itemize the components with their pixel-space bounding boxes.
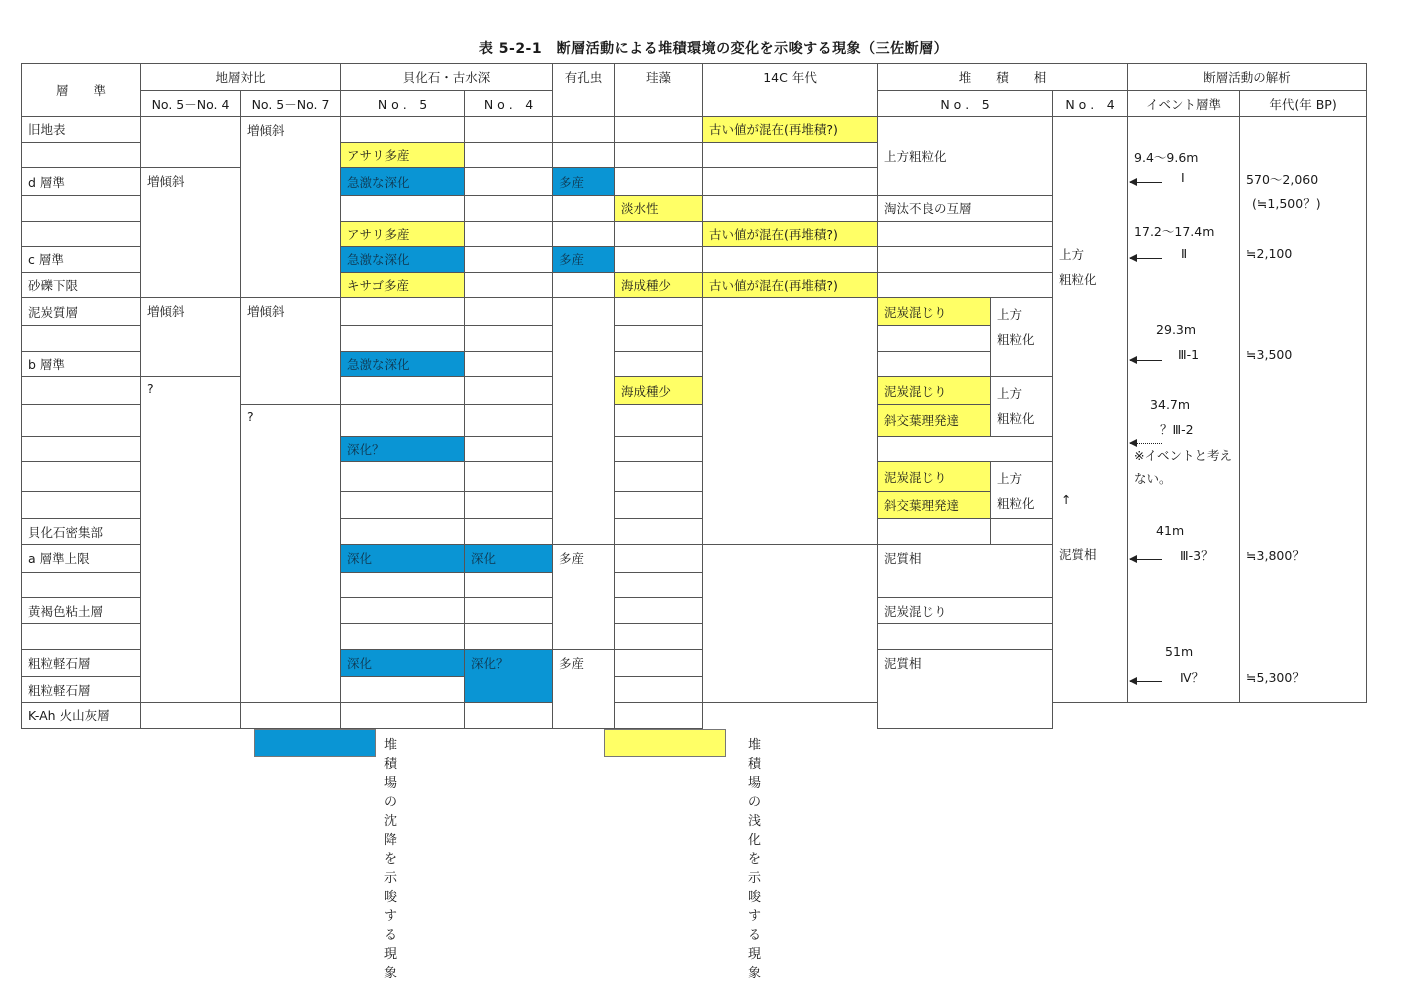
foram-cell: 多産: [553, 247, 615, 273]
shell-no5-cell: 急激な深化: [341, 351, 465, 377]
shell-no4-cell: [465, 221, 553, 247]
shell-no5-cell: 深化: [341, 545, 465, 573]
foram-cell: [553, 195, 615, 221]
shell-no5-cell: 深化: [341, 649, 465, 677]
event-depth: 29.3m: [1156, 322, 1197, 337]
shell-no5-cell: [341, 117, 465, 143]
layer-cell: a 層準上限: [22, 545, 141, 573]
layer-cell: 黄褐色粘土層: [22, 598, 141, 624]
layer-cell: 粗粒軽石層: [22, 649, 141, 677]
shell-no4-cell: [465, 598, 553, 624]
header-event: イベント層準: [1128, 91, 1240, 117]
shell-no5-cell: [341, 195, 465, 221]
layer-cell: 泥炭質層: [22, 298, 141, 326]
shell-no5-cell: [341, 377, 465, 405]
shell-no5-cell: [341, 519, 465, 545]
shell-no5-cell: [341, 462, 465, 492]
age-value: ≒5,300？: [1246, 670, 1305, 685]
facies-no4-coarsening: 粗粒化: [1059, 272, 1097, 287]
shell-no4-cell: [465, 436, 553, 462]
layer-cell: [22, 491, 141, 519]
shell-no5-cell: [341, 491, 465, 519]
foram-cell: [553, 117, 615, 143]
facies-no4-column: [1053, 117, 1128, 703]
shell-no4-cell: [465, 462, 553, 492]
shell-no4-cell: 深化？: [465, 649, 553, 702]
header-facies-no5: N o . 5: [878, 91, 1053, 117]
event-label: Ⅲ-3？: [1180, 548, 1214, 563]
legend-subsidence-swatch: [254, 729, 376, 757]
up-arrow-icon: ↑: [1061, 492, 1072, 507]
event-depth: 9.4～9.6m: [1134, 150, 1199, 165]
event-depth: 41m: [1156, 523, 1185, 538]
facies-no5-cell: 淘汰不良の互層: [878, 195, 1053, 221]
diatom-cell: [615, 247, 703, 273]
event-label: ？Ⅲ-2: [1160, 422, 1194, 437]
corr-no5-no4-cell: ?: [141, 377, 241, 703]
facies-no4-mud: 泥質相: [1059, 547, 1097, 562]
layer-cell: b 層準: [22, 351, 141, 377]
age-value: ≒2,100: [1246, 246, 1293, 261]
event-depth: 34.7m: [1150, 397, 1191, 412]
diatom-cell: [615, 598, 703, 624]
left-arrow-icon: [1130, 174, 1162, 189]
c14-cell: [703, 545, 878, 703]
shell-no4-cell: [465, 491, 553, 519]
layer-cell: [22, 326, 141, 352]
shell-no5-cell: [341, 405, 465, 437]
diatom-cell: [615, 326, 703, 352]
diatom-cell: [615, 351, 703, 377]
corr-no5-no4-cell: 増傾斜: [141, 298, 241, 377]
header-shells: 貝化石・古水深: [341, 64, 553, 91]
legend-subsidence-label: 堆積場の沈降を示唆する現象: [384, 738, 398, 981]
shell-no4-cell: [465, 142, 553, 168]
legend-shallowing-label: 堆積場の浅化を示唆する現象: [748, 738, 762, 981]
layer-cell: [22, 436, 141, 462]
facies-no5-cell: [878, 624, 1053, 650]
event-label: Ⅲ-1: [1178, 347, 1200, 362]
event-note: ない。: [1134, 471, 1172, 486]
event-depth: 17.2～17.4m: [1134, 224, 1215, 239]
shell-no4-cell: [465, 247, 553, 273]
layer-cell: K-Ah 火山灰層: [22, 703, 141, 729]
diatom-cell: 淡水性: [615, 195, 703, 221]
corr-no5-no7-cell: 増傾斜: [241, 117, 341, 298]
diatom-cell: [615, 545, 703, 573]
shell-no5-cell: 深化？: [341, 436, 465, 462]
facies-no5-cell: [878, 351, 991, 377]
header-facies-no4: N o . 4: [1053, 91, 1128, 117]
layer-cell: 旧地表: [22, 117, 141, 143]
age-value: ≒3,800？: [1246, 548, 1305, 563]
foram-cell: [553, 272, 615, 298]
diatom-cell: [615, 572, 703, 598]
foram-cell: 多産: [553, 545, 615, 650]
shell-no5-cell: 急激な深化: [341, 247, 465, 273]
shell-no4-cell: [465, 351, 553, 377]
shell-no4-cell: [465, 117, 553, 143]
layer-cell: 貝化石密集部: [22, 519, 141, 545]
header-fault-analysis: 断層活動の解析: [1128, 64, 1367, 91]
c14-cell: 古い値が混在(再堆積?): [703, 272, 878, 298]
layer-cell: [22, 572, 141, 598]
layer-cell: [22, 405, 141, 437]
c14-cell: [703, 168, 878, 196]
layer-cell: [22, 377, 141, 405]
header-c14: 14C 年代: [703, 64, 878, 117]
shell-no4-cell: [465, 624, 553, 650]
facies-upper-coarsening-cell: 上方 粗粒化: [991, 377, 1053, 436]
corr-no5-no4-cell: [141, 703, 241, 729]
c14-cell: [703, 142, 878, 168]
event-depth: 51m: [1165, 644, 1194, 659]
facies-no5-cell: [991, 519, 1053, 545]
header-age: 年代(年 BP): [1240, 91, 1367, 117]
table-title: 表 5-2-1 断層活動による堆積環境の変化を示唆する現象（三佐断層）: [478, 41, 949, 57]
legend-shallowing-swatch: [604, 729, 726, 757]
shell-no4-cell: [465, 326, 553, 352]
layer-cell: [22, 221, 141, 247]
diatom-cell: [615, 168, 703, 196]
header-foram: 有孔虫: [553, 64, 615, 117]
layer-cell: 粗粒軽石層: [22, 677, 141, 703]
shell-no4-cell: [465, 168, 553, 196]
header-layer: 層 準: [22, 64, 141, 117]
event-column: [1128, 117, 1240, 703]
header-no5-no7: No. 5－No. 7: [241, 91, 341, 117]
header-diatom: 珪藻: [615, 64, 703, 117]
facies-no5-upper-coarsening: 上方粗粒化: [878, 117, 1053, 196]
facies-peat-cell: 泥炭混じり: [878, 298, 991, 326]
c14-cell: [703, 247, 878, 273]
shell-no5-cell: [341, 572, 465, 598]
event-label: Ⅳ？: [1180, 670, 1205, 685]
layer-cell: [22, 195, 141, 221]
facies-no5-cell: [878, 326, 991, 352]
facies-cross-bedding-cell: 斜交葉理発達: [878, 491, 991, 519]
diatom-cell: 海成種少: [615, 272, 703, 298]
layer-cell: [22, 624, 141, 650]
foram-cell: [553, 142, 615, 168]
diatom-cell: [615, 677, 703, 703]
c14-cell: [615, 703, 703, 729]
corr-no5-no7-cell: 増傾斜: [241, 298, 341, 405]
event-label: Ⅰ: [1181, 170, 1185, 185]
facies-no5-cell: [878, 247, 1053, 273]
shell-no4-cell: [465, 272, 553, 298]
age-value: 570～2,060: [1246, 172, 1319, 187]
facies-no5-cell: [878, 436, 1053, 462]
shell-no4-cell: 深化: [465, 545, 553, 573]
facies-no4-upper: 上方: [1059, 247, 1085, 262]
corr-no5-no4-cell: [141, 117, 241, 168]
analysis-table: [21, 63, 1367, 729]
shell-no4-cell: [465, 377, 553, 405]
c14-cell: 古い値が混在(再堆積?): [703, 221, 878, 247]
shell-no4-cell: [465, 298, 553, 326]
shell-no5-cell: アサリ多産: [341, 142, 465, 168]
diatom-cell: [615, 649, 703, 677]
header-shell-no5: N o . 5: [341, 91, 465, 117]
shell-no5-cell: キサゴ多産: [341, 272, 465, 298]
diatom-cell: [615, 624, 703, 650]
foram-cell: 多産: [553, 649, 615, 728]
diatom-cell: [615, 142, 703, 168]
foram-cell: [553, 221, 615, 247]
shell-no4-cell: [341, 703, 465, 729]
facies-no5-peat-cell: 泥炭混じり: [878, 598, 1053, 624]
foram-cell: 多産: [553, 168, 615, 196]
shell-no5-cell: [341, 677, 465, 703]
diatom-cell: [615, 117, 703, 143]
facies-no5-mud-cell: 泥質相: [878, 649, 1053, 728]
header-correlation: 地層対比: [141, 64, 341, 91]
shell-no5-cell: [341, 598, 465, 624]
diatom-cell: [615, 462, 703, 492]
shell-no4-cell: [465, 195, 553, 221]
shell-no4-cell: [465, 572, 553, 598]
layer-cell: [22, 142, 141, 168]
facies-upper-coarsening-cell: 上方 粗粒化: [991, 462, 1053, 519]
shell-no5-cell: [341, 298, 465, 326]
corr-no5-no4-cell: 増傾斜: [141, 168, 241, 298]
header-shell-no4: N o . 4: [465, 91, 553, 117]
diatom-cell: [465, 703, 553, 729]
header-no5-no4: No. 5－No. 4: [141, 91, 241, 117]
c14-cell: 古い値が混在(再堆積?): [703, 117, 878, 143]
age-column: [1240, 117, 1367, 703]
facies-no5-mud-cell: 泥質相: [878, 545, 1053, 598]
event-label: Ⅱ: [1181, 246, 1188, 261]
left-arrow-icon: [1130, 250, 1162, 265]
shell-no5-cell: 急激な深化: [341, 168, 465, 196]
c14-cell: [703, 298, 878, 545]
facies-no5-cell: [878, 272, 1053, 298]
left-arrow-icon: [1130, 673, 1162, 688]
diatom-cell: [615, 405, 703, 437]
diatom-cell: 海成種少: [615, 377, 703, 405]
age-value: ≒3,500: [1246, 347, 1293, 362]
foram-cell: [553, 298, 615, 545]
c14-cell: [703, 195, 878, 221]
header-facies: 堆 積 相: [878, 64, 1128, 91]
diatom-cell: [615, 221, 703, 247]
diatom-cell: [615, 298, 703, 326]
layer-cell: 砂礫下限: [22, 272, 141, 298]
corr-no5-no7-cell: ?: [241, 405, 341, 703]
shell-no5-cell: アサリ多産: [341, 221, 465, 247]
left-arrow-icon: [1130, 352, 1162, 367]
layer-cell: [22, 462, 141, 492]
shell-no5-cell: [241, 703, 341, 729]
diatom-cell: [615, 436, 703, 462]
diatom-cell: [615, 491, 703, 519]
facies-upper-coarsening-cell: 上方 粗粒化: [991, 298, 1053, 377]
facies-no5-cell: [878, 221, 1053, 247]
event-note: ※イベントと考え: [1134, 448, 1233, 463]
facies-peat-cell: 泥炭混じり: [878, 377, 991, 405]
facies-cross-bedding-cell: 斜交葉理発達: [878, 405, 991, 437]
shell-no4-cell: [465, 519, 553, 545]
facies-peat-cell: 泥炭混じり: [878, 462, 991, 492]
shell-no5-cell: [341, 624, 465, 650]
facies-no5-cell: [878, 519, 991, 545]
shell-no4-cell: [465, 405, 553, 437]
age-value: (≒1,500？): [1252, 196, 1321, 211]
diatom-cell: [615, 519, 703, 545]
layer-cell: d 層準: [22, 168, 141, 196]
layer-cell: c 層準: [22, 247, 141, 273]
shell-no5-cell: [341, 326, 465, 352]
left-arrow-icon: [1130, 551, 1162, 566]
